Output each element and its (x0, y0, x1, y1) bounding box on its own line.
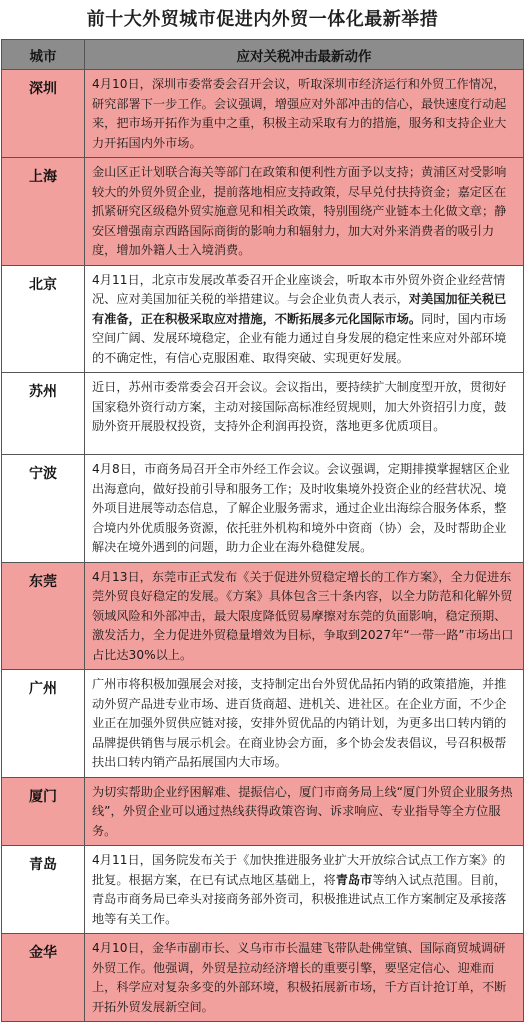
measure-text (85, 846, 524, 934)
table-row-shanghai (2, 158, 524, 266)
header-measures: 应对关税冲击最新动作 (85, 40, 524, 70)
measure-text (85, 265, 524, 373)
table-row-suzhou (2, 373, 524, 455)
city-cell: 厦门 (2, 777, 85, 846)
table-row-ningbo (2, 455, 524, 563)
measure-text: 广州市将积极加强展会对接，支持制定出台外贸优品拓内销的政策措施，并推动外贸产品进专业市场、进百货商超、进机关、进社区。在企业方面，不少企业正在加强外贸供应链对接，安排外贸优品的内销计划，为更多出口转内销的品牌提供销售与展示机会。在商业协会方面，多个协会发表倡议，号召积极帮扶出口转内销产品拓展国内大市场。 (85, 670, 524, 778)
measure-text: 为切实帮助企业纾困解难、提振信心，厦门市商务局上线“厦门外贸企业服务热线”，外贸企业可以通过热线获得政策咨询、诉求响应、专业指导等全方位服务。 (85, 777, 524, 846)
city-cell: 青岛 (2, 846, 85, 934)
document (1, 1, 524, 1022)
measure-text-highlight: 对美国加征关税已有准备，正在积极采取应对措施，不断拓展多元化国际市场。 (92, 292, 507, 326)
measure-text: 4月8日，市商务局召开全市外经工作会议。会议强调，定期排摸掌握辖区企业出海意向，做好投前引导和服务工作；及时收集境外投资企业的经营状况、境外项目进展等动态信息，了解企业服务需求，通过企业出海综合服务体系，整合境内外优质服务资源，依托驻外机构和境外中资商（协）会，及时帮助企业解决在境外遇到的问题，助力企业在海外稳健发展。 (85, 455, 524, 563)
measure-text-highlight: 青岛市 (335, 872, 373, 887)
header-city: 城市 (2, 40, 85, 70)
city-cell: 宁波 (2, 455, 85, 563)
city-cell: 北京 (2, 265, 85, 373)
measure-text: 金山区正计划联合海关等部门在政策和便利性方面予以支持；黄浦区对受影响较大的外贸外贸企业，提前落地相应支持政策，尽早兑付扶持资金；嘉定区在抓紧研究区级稳外贸实施意见和相关政策，特别围绕产业链本土化做文章；静安区增强南京西路国际商街的影响力和辐射力，加大对外来消费者的吸引力度，增加外籍人士入境消费。 (85, 158, 524, 266)
measure-text-part: 4月11日，国务院发布关于《加快推进服务业扩大开放综合试点工作方案》的批复。根据方案，在已有试点地区基础上，将 (92, 853, 506, 887)
city-cell: 上海 (2, 158, 85, 266)
city-cell: 金华 (2, 934, 85, 1022)
city-cell: 东莞 (2, 562, 85, 670)
measure-text: 4月10日，深圳市委常委会召开会议，听取深圳市经济运行和外贸工作情况，研究部署下一步工作。会议强调，增强应对外部冲击的信心，最快速度行动起来，把市场开拓作为重中之重，积极主动采取有力的措施，服务和支持企业大力开拓国内外市场。 (85, 70, 524, 158)
table-row-shenzhen (2, 70, 524, 158)
table-row-dongguan (2, 562, 524, 670)
city-cell: 深圳 (2, 70, 85, 158)
measure-text-part: 同时，国内市场空间广阔、发展环境稳定，企业有能力通过自身发展的稳定性来应对外部环境的不确定性，有信心克服困难、取得突破、实现更好发展。 (92, 311, 507, 365)
measure-text: 4月10日，金华市副市长、义乌市市长温建飞带队赴佛堂镇、国际商贸城调研外贸工作。他强调，外贸是拉动经济增长的重要引擎，要坚定信心、迎难而上，科学应对复杂多变的外部环境，积极拓展新市场，千方百计抢订单，不断开拓外贸发展新空间。 (85, 934, 524, 1022)
measure-text-part: 等纳入试点范围。目前，青岛市商务局已牵头对接商务部外资司，积极推进试点工作方案制定及承接落地等有关工作。 (92, 872, 507, 926)
measure-text-part: 4月11日，北京市发展改革委召开企业座谈会，听取本市外贸外资企业经营情况、应对美国加征关税的举措建议。与会企业负责人表示， (92, 272, 506, 306)
table-row-guangzhou (2, 670, 524, 778)
measure-text: 4月13日，东莞市正式发布《关于促进外贸稳定增长的工作方案》，全力促进东莞外贸良好稳定的发展。《方案》具体包含三十条内容，以全力防范和化解外贸领域风险和外部冲击，最大限度降低贸易摩擦对东莞的负面影响，稳定预期、激发活力，全力促进外贸稳量增效为目标，争取到2027年“一带一路”市场出口占比达30%以上。 (85, 562, 524, 670)
table-row-qingdao (2, 846, 524, 934)
measure-text: 近日，苏州市委常委会召开会议。会议指出，要持续扩大制度型开放，贯彻好国家稳外资行动方案，主动对接国际高标准经贸规则，加大外资招引力度，鼓励外资开展股权投资，支持外企利润再投资，落地更多优质项目。 (85, 373, 524, 455)
table-row-jinhua (2, 934, 524, 1022)
city-cell: 广州 (2, 670, 85, 778)
measures-table (1, 39, 524, 1022)
page-title: 前十大外贸城市促进内外贸一体化最新举措 (86, 9, 439, 30)
city-cell: 苏州 (2, 373, 85, 455)
table-header-row (2, 40, 524, 70)
table-row-xiamen (2, 777, 524, 846)
table-row-beijing (2, 265, 524, 373)
